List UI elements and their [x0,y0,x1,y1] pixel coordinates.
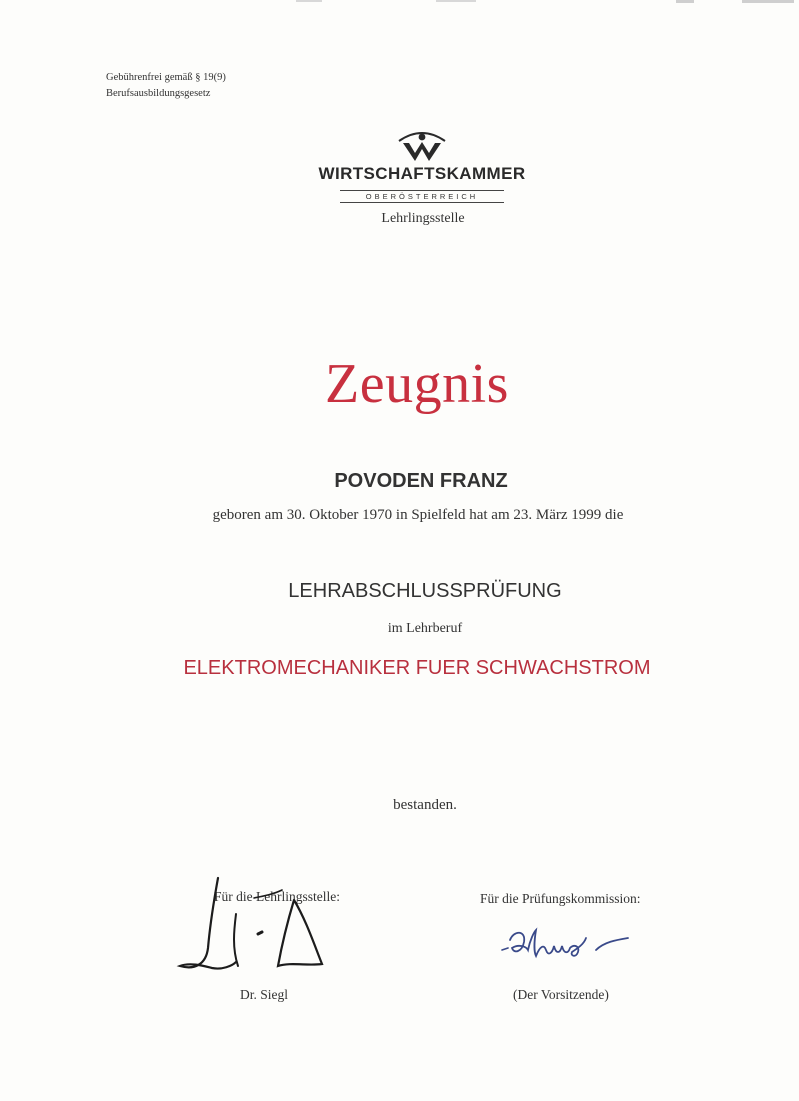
organization-region: OBERÖSTERREICH [340,190,504,203]
occupation-name: ELEKTROMECHANIKER FUER SCHWACHSTROM [183,657,651,679]
organization-name: WIRTSCHAFTSKAMMER [318,164,526,183]
scan-edge-marks [0,0,799,10]
left-handwritten-signature [170,870,330,980]
certificate-title: Zeugnis [325,353,509,415]
fee-exemption-note [106,70,226,102]
fee-exemption-line-2: Berufsausbildungsgesetz [106,88,211,99]
right-signature-label: Für die Prüfungskommission: [480,891,641,906]
fee-exemption-line-1: Gebührenfrei gemäß § 19(9) [106,72,226,83]
right-signatory-name: (Der Vorsitzende) [513,987,609,1002]
organization-unit: Lehrlingsstelle [381,211,465,226]
left-signature-label: Für die Lehrlingsstelle: [214,889,340,904]
person-name: POVODEN FRANZ [334,470,508,492]
birth-statement: geboren am 30. Oktober 1970 in Spielfeld hat am 23. März 1999 die [212,507,624,523]
occupation-label: im Lehrberuf [387,621,463,636]
exam-name: LEHRABSCHLUSSPRÜFUNG [288,580,562,602]
chamber-logo-icon [397,127,447,163]
left-signatory-name: Dr. Siegl [240,987,289,1002]
exam-result: bestanden. [393,797,457,813]
right-handwritten-signature [500,920,650,970]
